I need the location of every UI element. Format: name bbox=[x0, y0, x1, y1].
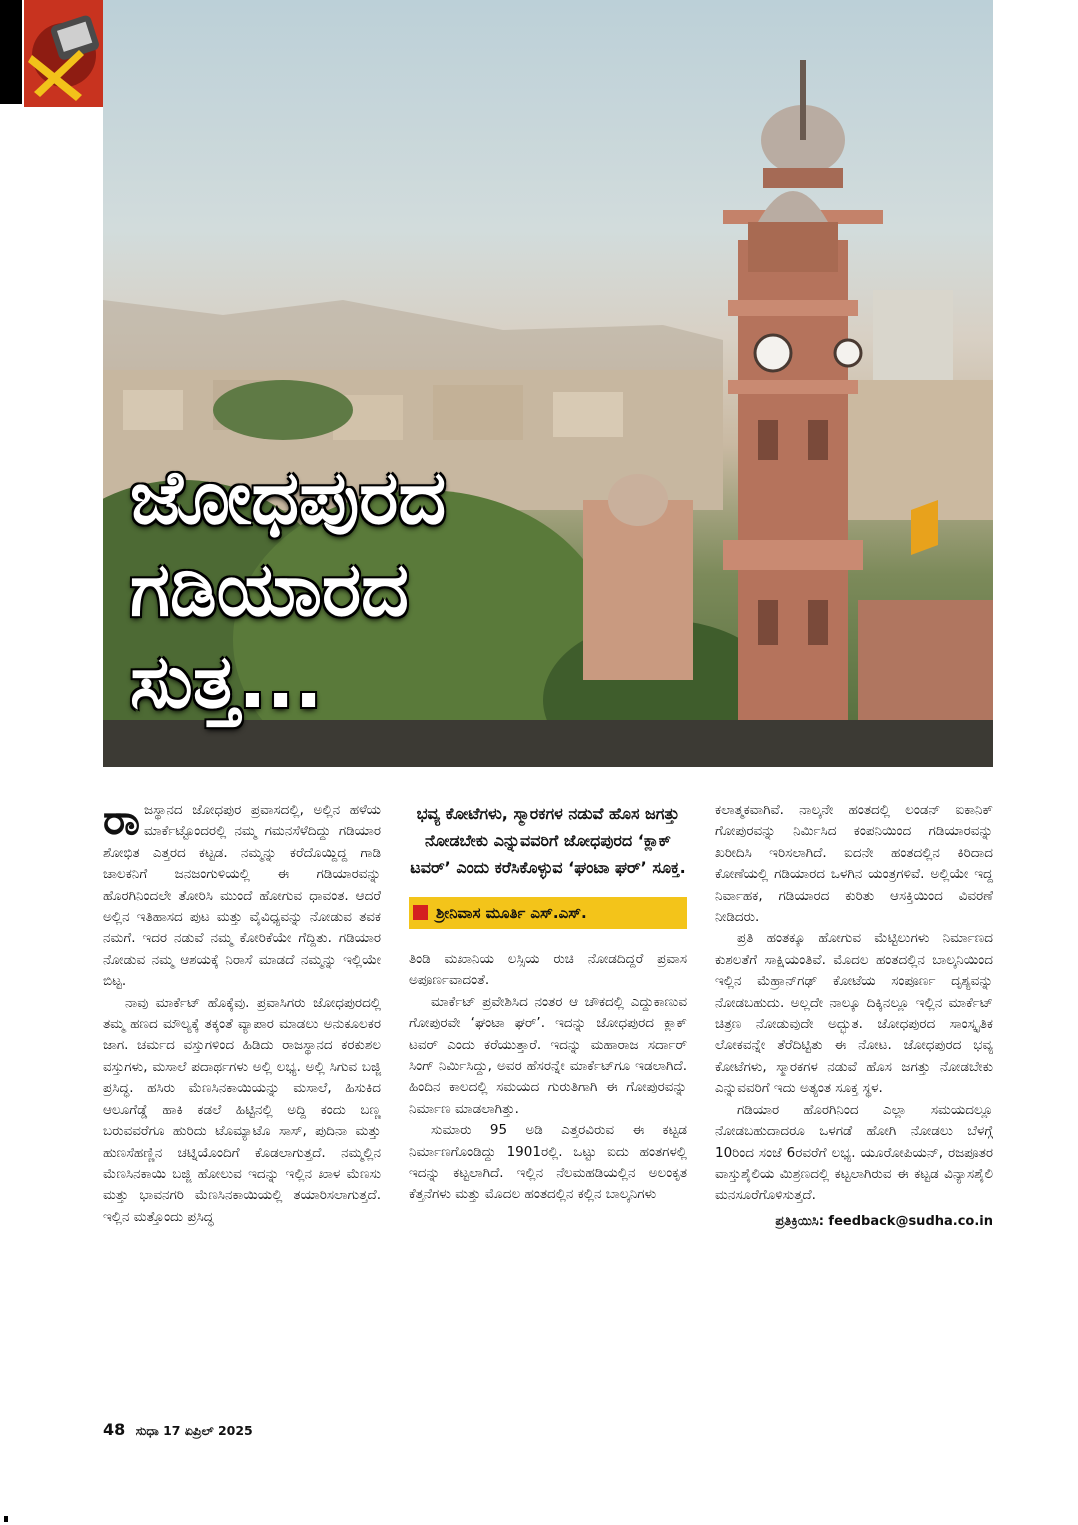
headline bbox=[130, 452, 590, 728]
paragraph: ಜಸ್ಥಾನದ ಜೋಧಪುರ ಪ್ರವಾಸದಲ್ಲಿ, ಅಲ್ಲಿನ ಹಳೆಯ ಮಾರ್ಕೆಟ್ಟೊಂದರಲ್ಲಿ ನಮ್ಮ ಗಮನಸೆಳೆದಿದ್ದು ಗಡಿಯಾರ ಶೋಭಿತ ಎತ್ತರದ ಕಟ್ಟಡ. ನಮ್ಮನ್ನು ಕರೆದೊಯ್ದಿದ್ದ ಗಾಡಿ ಚಾಲಕನಿಗೆ ಜನಜಂಗುಳಿಯಲ್ಲಿ ಈ ಗಡಿಯಾರವನ್ನು ಹೊರಗಿನಿಂದಲೇ ತೋರಿಸಿ ಮುಂದೆ ಹೋಗುವ ಧಾವಂತ. ಆದರೆ ಅಲ್ಲಿನ ಇತಿಹಾಸದ ಪುಟ ಮತ್ತು ವೈವಿಧ್ಯವನ್ನು ನೋಡುವ ತವಕ ನಮಗೆ. ಇದರ ನಡುವೆ ನಮ್ಮ ಕೋರಿಕೆಯೇ ಗೆದ್ದಿತು. ಗಡಿಯಾರ ನೋಡುವ ನಮ್ಮ ಆಶಯಕ್ಕೆ ನಿರಾಸೆ ಮಾಡದೆ ನಮ್ಮನ್ನು ಇಲ್ಲಿಯೇ ಬಿಟ್ಟ. bbox=[103, 802, 381, 990]
paragraph: ಗಡಿಯಾರ ಹೊರಗಿನಿಂದ ಎಲ್ಲಾ ಸಮಯದಲ್ಲೂ ನೋಡಬಹುದಾದರೂ ಒಳಗಡೆ ಹೋಗಿ ನೋಡಲು ಬೆಳಗ್ಗೆ 10ರಿಂದ ಸಂಜೆ 6ರವರೆಗೆ ಲಭ್ಯ. ಯೂರೋಪಿಯನ್, ರಜಪೂತರ ವಾಸ್ತುಶೈಲಿಯ ಮಿಶ್ರಣದಲ್ಲಿ ಕಟ್ಟಲಾಗಿರುವ ಈ ಕಟ್ಟಡ ವಿನ್ಯಾಸಶೈಲಿ ಮನಸೂರೆಗೊಳಿಸುತ್ತದೆ. bbox=[715, 1101, 993, 1204]
article-column-2 bbox=[409, 800, 687, 1206]
author-name: ಶ್ರೀನಿವಾಸ ಮೂರ್ತಿ ಎಸ್.ಎಸ್. bbox=[436, 904, 587, 922]
paragraph: ಪ್ರತಿ ಹಂತಕ್ಕೂ ಹೋಗುವ ಮೆಟ್ಟಿಲುಗಳು ನಿರ್ಮಾಣದ ಕುಶಲತೆಗೆ ಸಾಕ್ಷಿಯಂತಿವೆ. ಮೊದಲ ಹಂತದಲ್ಲಿನ ಬಾಲ್ಕನಿಯಿಂದ ಇಲ್ಲಿನ ಮೆಹ್ರಾನ್‌ಗಢ್ ಕೋಟೆಯ ಸಂಪೂರ್ಣ ದೃಶ್ಯವನ್ನು ನೋಡಬಹುದು. ಅಲ್ಲದೇ ನಾಲ್ಕೂ ದಿಕ್ಕಿನಲ್ಲೂ ಇಲ್ಲಿನ ಮಾರ್ಕೆಟ್ ಚಿತ್ರಣ ನೋಡುವುದೇ ಅದ್ಭುತ. ಜೋಧಪುರದ ಸಾಂಸ್ಕೃತಿಕ ಲೋಕವನ್ನೇ ತೆರೆದಿಟ್ಟಿತು ಈ ನೋಟ. ಜೋಧಪುರದ ಭವ್ಯ ಕೋಟೆಗಳು, ಸ್ಮಾರಕಗಳ ನಡುವೆ ಹೊಸ ಜಗತ್ತು ನೋಡಬೇಕು ಎನ್ನುವವರಿಗೆ ಇದು ಅತ್ಯಂತ ಸೂಕ್ತ ಸ್ಥಳ. bbox=[715, 930, 993, 1097]
paragraph: ನಾವು ಮಾರ್ಕೆಟ್ ಹೊಕ್ಕೆವು. ಪ್ರವಾಸಿಗರು ಜೋಧಪುರದಲ್ಲಿ ತಮ್ಮ ಹಣದ ಮೌಲ್ಯಕ್ಕೆ ತಕ್ಕಂತೆ ವ್ಯಾಪಾರ ಮಾಡಲು ಅನುಕೂಲಕರ ಜಾಗ. ಚರ್ಮದ ವಸ್ತುಗಳಿಂದ ಹಿಡಿದು ರಾಜಸ್ಥಾನದ ಕರಕುಶಲ ವಸ್ತುಗಳು, ಮಸಾಲೆ ಪದಾರ್ಥಗಳು ಅಲ್ಲಿ ಲಭ್ಯ. ಅಲ್ಲಿ ಸಿಗುವ ಬಜ್ಜಿ ಪ್ರಸಿದ್ಧ. ಹಸಿರು ಮೆಣಸಿನಕಾಯಿಯನ್ನು ಮಸಾಲೆ, ಹಿಸುಕಿದ ಆಲೂಗೆಡ್ಡೆ ಹಾಕಿ ಕಡಲೆ ಹಿಟ್ಟಿನಲ್ಲಿ ಅದ್ದಿ ಕಂದು ಬಣ್ಣ ಬರುವವರೆಗೂ ಹುರಿದು ಟೊಮ್ಯಾಟೊ ಸಾಸ್, ಪುದಿನಾ ಮತ್ತು ಹುಣಸೆಹಣ್ಣಿನ ಚಟ್ನಿಯೊಂದಿಗೆ ಕೊಡಲಾಗುತ್ತದೆ. ನಮ್ಮಲ್ಲಿನ ಮೆಣಸಿನಕಾಯಿ ಬಜ್ಜಿ ಹೋಲುವ ಇದನ್ನು ಇಲ್ಲಿನ ಖಾಳ ಮೆಣಸು ಮತ್ತು ಭಾವನಗರಿ ಮೆಣಸಿನಕಾಯಿಯಲ್ಲಿ ತಯಾರಿಸಲಾಗುತ್ತದೆ. ಇಲ್ಲಿನ ಮತ್ತೊಂದು ಪ್ರಸಿದ್ಧ bbox=[103, 994, 381, 1225]
paragraph: ಮಾರ್ಕೆಟ್ ಪ್ರವೇಶಿಸಿದ ನಂತರ ಆ ಚೌಕದಲ್ಲಿ ಎದ್ದುಕಾಣುವ ಗೋಪುರವೇ ‘ಘಂಟಾ ಘರ್’. ಇದನ್ನು ಜೋಧಪುರದ ಕ್ಲಾಕ್ ಟವರ್ ಎಂದು ಕರೆಯುತ್ತಾರೆ. ಇದನ್ನು ಮಹಾರಾಜ ಸರ್ದಾರ್ ಸಿಂಗ್ ನಿರ್ಮಿಸಿದ್ದು, ಅವರ ಹೆಸರನ್ನೇ ಮಾರ್ಕೆಟ್‌ಗೂ ಇಡಲಾಗಿದೆ. ಹಿಂದಿನ ಕಾಲದಲ್ಲಿ ಸಮಯದ ಗುರುತಿಗಾಗಿ ಈ ಗೋಪುರವನ್ನು ನಿರ್ಮಾಣ ಮಾಡಲಾಗಿತ್ತು. bbox=[409, 993, 687, 1117]
headline-line-2: ಗಡಿಯಾರದ bbox=[130, 547, 409, 633]
corner-black-bar bbox=[0, 0, 22, 104]
corner-mark bbox=[4, 1516, 8, 1522]
article-column-1 bbox=[103, 795, 381, 1228]
article-column-3 bbox=[715, 800, 993, 1232]
headline-line-3: ಸುತ್ತ... bbox=[130, 639, 323, 725]
byline bbox=[409, 897, 687, 929]
byline-square-icon bbox=[413, 905, 428, 920]
section-logo-image bbox=[24, 0, 112, 107]
page-number: 48 bbox=[103, 1420, 126, 1439]
paragraph: ಸುಮಾರು 95 ಅಡಿ ಎತ್ತರವಿರುವ ಈ ಕಟ್ಟಡ ನಿರ್ಮಾಣಗೊಂಡಿದ್ದು 1901ರಲ್ಲಿ. ಒಟ್ಟು ಐದು ಹಂತಗಳಲ್ಲಿ ಇದನ್ನು ಕಟ್ಟಲಾಗಿದೆ. ಇಲ್ಲಿನ ನೆಲಮಹಡಿಯಲ್ಲಿನ ಅಲಂಕೃತ ಕೆತ್ತನೆಗಳು ಮತ್ತು ಮೊದಲ ಹಂತದಲ್ಲಿನ ಕಲ್ಲಿನ ಬಾಲ್ಕನಿಗಳು bbox=[409, 1122, 687, 1203]
pull-quote: ಭವ್ಯ ಕೋಟೆಗಳು, ಸ್ಮಾರಕಗಳ ನಡುವೆ ಹೊಸ ಜಗತ್ತು ನೋಡಬೇಕು ಎನ್ನುವವರಿಗೆ ಜೋಧಪುರದ ‘ಕ್ಲಾಕ್ ಟವರ್’ ಎಂದು ಕರೆಸಿಕೊಳ್ಳುವ ‘ಘಂಟಾ ಘರ್’ ಸೂಕ್ತ. bbox=[410, 804, 686, 877]
page-footer bbox=[103, 1420, 253, 1439]
feedback-email: ಪ್ರತಿಕ್ರಿಯಿಸಿ: feedback@sudha.co.in bbox=[775, 1213, 993, 1229]
drop-cap: ರಾ bbox=[103, 795, 141, 844]
paragraph: ತಿಂಡಿ ಮಖಾನಿಯ ಲಸ್ಸಿಯ ರುಚಿ ನೋಡದಿದ್ದರೆ ಪ್ರವಾಸ ಅಪೂರ್ಣವಾದಂತೆ. bbox=[409, 951, 687, 989]
paragraph: ಕಲಾತ್ಮಕವಾಗಿವೆ. ನಾಲ್ಕನೇ ಹಂತದಲ್ಲಿ ಲಂಡನ್ ಐಕಾನಿಕ್ ಗೋಪುರವನ್ನು ನಿರ್ಮಿಸಿದ ಕಂಪನಿಯಿಂದ ಗಡಿಯಾರವನ್ನು ಖರೀದಿಸಿ ಇರಿಸಲಾಗಿದೆ. ಐದನೇ ಹಂತದಲ್ಲಿನ ಕಿರಿದಾದ ಕೋಣೆಯಲ್ಲಿ ಗಡಿಯಾರದ ಒಳಗಿನ ಯಂತ್ರಗಳಿವೆ. ಅಲ್ಲಿಯೇ ಇದ್ದ ನಿರ್ವಾಹಕ, ಗಡಿಯಾರದ ಕುರಿತು ಆಸಕ್ತಿಯಿಂದ ವಿವರಣೆ ನೀಡಿದರು. bbox=[715, 802, 993, 926]
issue-info: ಸುಧಾ 17 ಏಪ್ರಿಲ್ 2025 bbox=[135, 1423, 253, 1438]
headline-line-1: ಜೋಧಪುರದ bbox=[130, 455, 447, 541]
